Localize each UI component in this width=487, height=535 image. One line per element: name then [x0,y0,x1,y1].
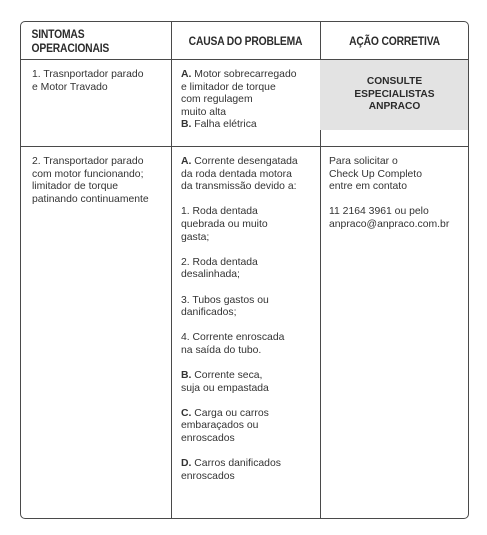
action-intro [329,156,469,194]
row2-cause-c [181,408,319,446]
consult-line: CONSULTE [366,76,423,88]
item-text: danificados; [181,307,237,319]
cause-a-label: A. [181,69,192,80]
item-text: 1. Roda dentada [181,206,258,218]
cause-d-label: D. [181,458,192,470]
item-text: desalinhada; [181,269,240,281]
row1-cause-a [181,69,317,82]
troubleshooting-table [20,21,469,519]
row1-symptom [32,69,167,94]
row2-symptom-line: 2. Transportador parado [32,156,144,167]
row2-symptom-line: limitador de torque [32,181,119,193]
cause-text: enroscados [181,470,235,482]
item-text: 3. Tubos gastos ou [181,294,269,306]
row2-cause [181,156,319,496]
cause-text: suja ou empastada [181,382,269,394]
header-acao: AÇÃO CORRETIVA [349,33,440,48]
row-divider [21,146,469,147]
cause-text: Corrente desengatada [191,156,298,167]
cause-b-label: B. [181,370,192,382]
action-text: Check Up Completo [329,168,422,180]
item-text: gasta; [181,231,210,243]
cause-text: da roda dentada motora [181,168,292,180]
consult-line: ESPECIALISTAS [354,88,435,100]
action-contact [329,206,469,231]
contact-email: anpraco@anpraco.com.br [329,218,450,230]
row2-item-4 [181,332,319,357]
row2-cause-a [181,156,319,194]
cause-text: Falha elétrica [191,119,257,131]
cause-text: e limitador de torque [181,81,276,93]
row2-symptom [32,156,170,206]
row1-cause [181,69,317,132]
row2-item-1 [181,206,319,244]
action-text: Para solicitar o [329,156,398,167]
row1-symptom-line: e Motor Travado [32,81,108,93]
row2-symptom-line: com motor funcionando; [32,168,144,180]
row2-item-2 [181,257,319,282]
row1-cause-b [181,119,317,132]
item-text: 4. Corrente enroscada [181,332,285,344]
row1-symptom-line: 1. Trasnportador parado [32,69,144,80]
cause-c-label: C. [181,407,192,419]
consult-line: ANPRACO [368,101,421,113]
row2-cause-d [181,458,319,483]
cause-text: Motor sobrecarregado [191,69,297,80]
table-header [21,22,468,60]
column-divider-1 [171,22,172,519]
cause-text: com regulagem [181,94,253,106]
header-sintomas: SINTOMAS OPERACIONAIS [31,26,110,55]
cause-text: embaraçados ou [181,420,259,432]
cause-a-label: A. [181,156,192,167]
cause-text: Carga ou carros [191,407,269,419]
consult-specialists-box [320,60,469,130]
cause-text: muito alta [181,106,227,118]
cause-b-label: B. [181,119,192,131]
item-text: 2. Roda dentada [181,256,258,268]
cause-text: Carros danificados [191,458,281,470]
row2-symptom-line: patinando continuamente [32,193,149,205]
cause-text: enroscados [181,433,235,445]
row2-cause-b [181,370,319,395]
item-text: na saída do tubo. [181,344,262,356]
cause-text: da transmissão devido a: [181,181,297,193]
header-causa: CAUSA DO PROBLEMA [188,33,303,48]
cause-text: Corrente seca, [191,370,263,382]
row2-item-3 [181,295,319,320]
row2-action [329,156,469,244]
action-text: entre em contato [329,181,407,193]
item-text: quebrada ou muito [181,218,268,230]
contact-phone: 11 2164 3961 ou pelo [329,206,429,218]
